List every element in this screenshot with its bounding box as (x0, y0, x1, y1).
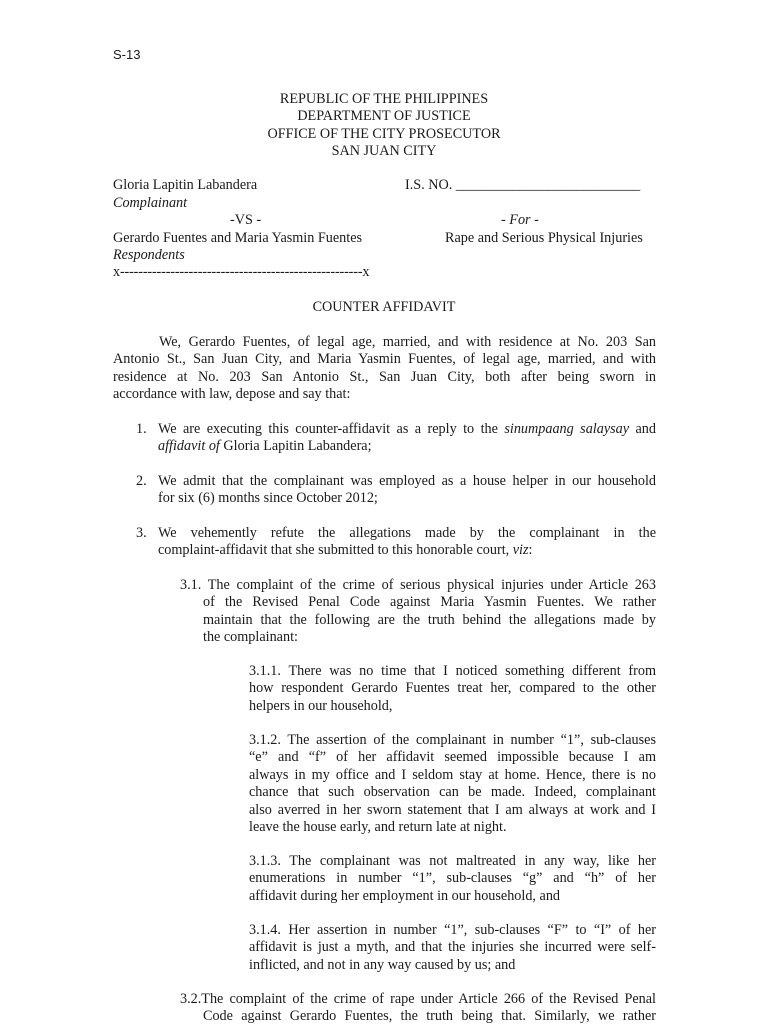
subsection-line: affidavit during her employment in our household, and (249, 887, 561, 904)
item-text: and (629, 421, 656, 437)
respondents-names: Gerardo Fuentes and Maria Yasmin Fuentes (113, 230, 363, 246)
item-line (158, 421, 656, 438)
respondents-label: Respondents (113, 247, 185, 263)
item-line: We admit that the complainant was employed as a house helper in our household (158, 473, 656, 489)
item-text: We are executing this counter-affidavit as a reply to the (158, 421, 505, 437)
subsection-line: 3.1.2. The assertion of the complainant in number “1”, sub-clauses (249, 732, 656, 748)
subsection-line: also averred in her sworn statement that I am always at work and I (249, 801, 656, 818)
subsection-3-1-1 (249, 663, 656, 715)
item-line: We vehemently refute the allegations made by the complainant in the (158, 525, 656, 541)
complainant-name: Gloria Lapitin Labandera (113, 177, 258, 193)
subsection-3-1-2 (249, 732, 656, 836)
subsection-line: “e” and “f” of her affidavit seemed impossible because I am (249, 749, 656, 766)
subsection-line: enumerations in number “1”, sub-clauses “g” and “h” of her (249, 870, 656, 887)
caption-separator: x-----------------------------------------------------x (113, 264, 370, 280)
subsection-line: leave the house early, and return late at night. (249, 818, 507, 835)
intro-line: accordance with law, depose and say that: (113, 386, 351, 403)
item-text: : (528, 542, 533, 559)
intro-line: residence at No. 203 San Antonio St., San Juan City, both after being sworn in (113, 368, 656, 385)
subsection-line: inflicted, and not in any way caused by us; and (249, 956, 516, 973)
complainant-label: Complainant (113, 195, 188, 211)
numbered-item (158, 473, 656, 508)
subsection-3-1 (180, 577, 656, 647)
subsection-line: always in my office and I seldom stay at home. Hence, there is no (249, 766, 656, 783)
item-line (158, 438, 656, 455)
intro-line: We, Gerardo Fuentes, of legal age, married, and with residence at No. 203 San (159, 334, 656, 350)
document-header (0, 91, 768, 161)
subsection-line: helpers in our household, (249, 697, 393, 714)
subsection-line: of the Revised Penal Code against Maria Yasmin Fuentes. We rather (203, 594, 656, 611)
charges: Rape and Serious Physical Injuries (445, 230, 643, 246)
header-office: OFFICE OF THE CITY PROSECUTOR (267, 125, 501, 142)
header-department: DEPARTMENT OF JUSTICE (297, 108, 471, 125)
subsection-line: 3.1.3. The complainant was not maltreated in any way, like her (249, 853, 656, 869)
versus-label: -VS - (230, 212, 262, 228)
document-code: S-13 (113, 47, 141, 62)
item-text-italic: viz (512, 542, 529, 559)
subsection-line: the complainant: (203, 629, 298, 646)
subsection-line: chance that such observation can be made. Indeed, complainant (249, 784, 656, 801)
numbered-item (158, 421, 656, 456)
item-text-italic: sinumpaang salaysay (504, 421, 630, 437)
subsection-line: 3.1.4. Her assertion in number “1”, sub-clauses “F” to “I” of her (249, 922, 656, 938)
subsection-line: how respondent Gerardo Fuentes treat her, compared to the other (249, 680, 656, 697)
item-number: 1. (136, 421, 147, 437)
header-republic: REPUBLIC OF THE PHILIPPINES (279, 91, 489, 107)
intro-paragraph (113, 334, 656, 404)
document-title: COUNTER AFFIDAVIT (312, 299, 456, 315)
item-line (158, 542, 656, 559)
numbered-item (158, 525, 656, 560)
subsection-line: 3.1. The complaint of the crime of serious physical injuries under Article 263 (180, 577, 656, 593)
for-label: - For - (501, 212, 539, 228)
subsection-3-1-4 (249, 922, 656, 974)
item-text: complaint-affidavit that she submitted to this honorable court, (158, 542, 513, 559)
item-line: for six (6) months since October 2012; (158, 490, 378, 507)
item-number: 2. (136, 473, 147, 489)
subsection-line: maintain that the following are the truth behind the allegations made by (203, 611, 656, 628)
subsection-line: Code against Gerardo Fuentes, the truth being that. Similarly, we rather (203, 1008, 656, 1025)
subsection-3-2 (180, 991, 656, 1026)
item-text: Gloria Lapitin Labandera; (219, 438, 372, 455)
item-text-italic: affidavit of (158, 438, 220, 455)
subsection-3-1-3 (249, 853, 656, 905)
subsection-line: affidavit is just a myth, and that the injuries she incurred were self- (249, 939, 656, 956)
is-number: I.S. NO. __________________________ (405, 177, 641, 193)
intro-line: Antonio St., San Juan City, and Maria Yasmin Fuentes, of legal age, married, and with (113, 351, 656, 368)
subsection-line: 3.2.The complaint of the crime of rape under Article 266 of the Revised Penal (180, 991, 656, 1007)
subsection-line: 3.1.1. There was no time that I noticed something different from (249, 663, 656, 679)
item-number: 3. (136, 525, 147, 541)
header-city: SAN JUAN CITY (331, 143, 437, 160)
